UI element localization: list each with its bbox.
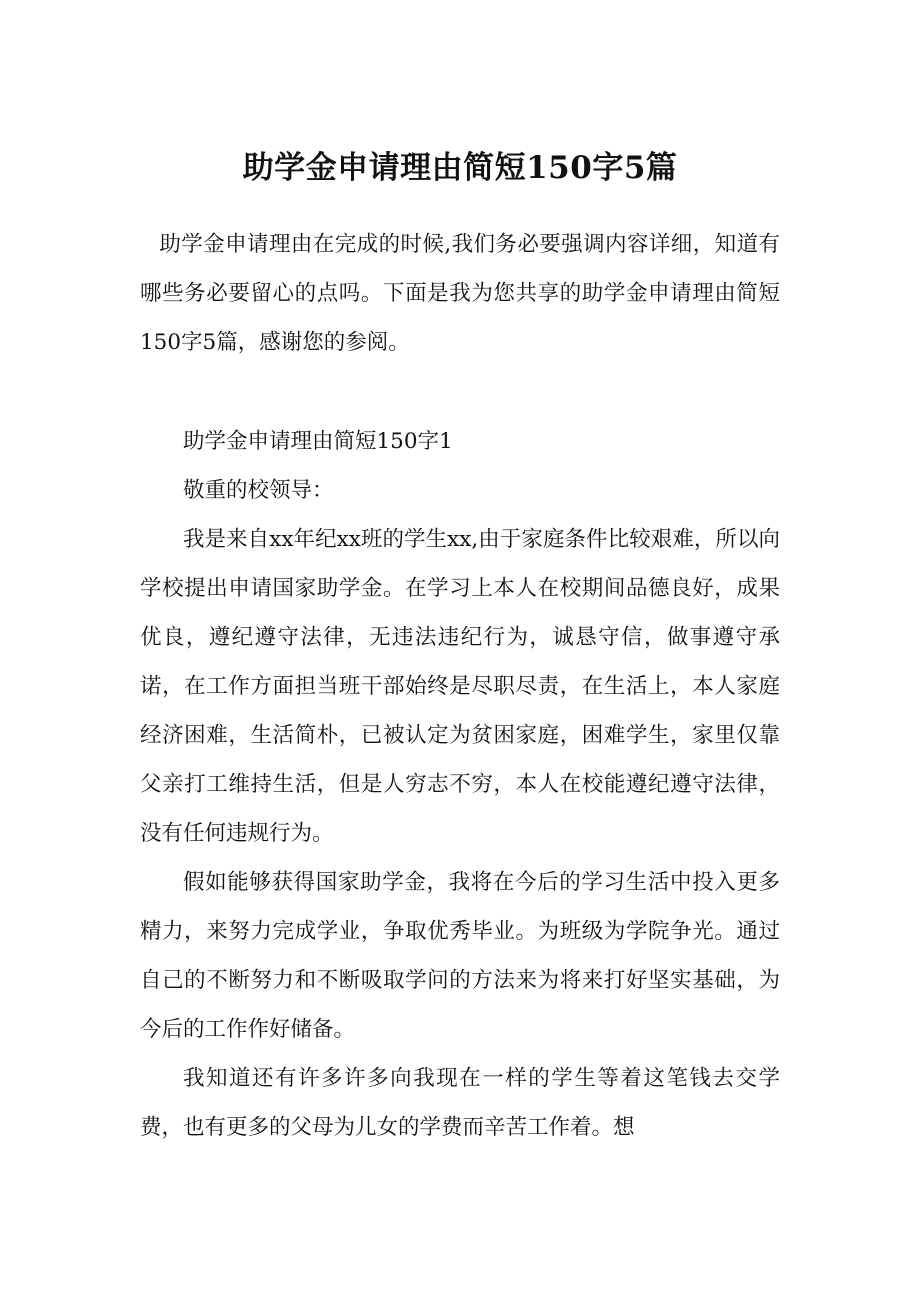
salutation: 敬重的校领导： (183, 478, 334, 503)
body-paragraph: 假如能够获得国家助学金，我将在今后的学习生活中投入更多精力，来努力完成学业，争取优秀毕业。为班级为学院争光。通过自己的不断努力和不断吸取学问的方法来为将来打好坚实基础，为今后的工作作好储备。 (140, 870, 780, 1042)
body-paragraph: 我是来自xx年纪xx班的学生xx,由于家庭条件比较艰难，所以向学校提出申请国家助学金。在学习上本人在校期间品德良好，成果优良，遵纪遵守法律，无违法违纪行为，诚恳守信，做事遵守承诺，在工作方面担当班干部始终是尽职尽责，在生活上，本人家庭经济困难，生活简朴，已被认定为贫困家庭，困难学生，家里仅靠父亲打工维持生活，但是人穷志不穷，本人在校能遵纪遵守法律，没有任何违规行为。 (140, 527, 780, 846)
document-title: 助学金申请理由简短150字5篇 (242, 150, 678, 186)
section-heading: 助学金申请理由简短150字1 (183, 429, 453, 454)
intro-paragraph: 助学金申请理由在完成的时候,我们务必要强调内容详细，知道有哪些务必要留心的点吗。下面是我为您共享的助学金申请理由简短150字5篇，感谢您的参阅。 (140, 232, 780, 355)
body-paragraph: 我知道还有许多许多向我现在一样的学生等着这笔钱去交学费，也有更多的父母为儿女的学费而辛苦工作着。想 (140, 1066, 780, 1140)
